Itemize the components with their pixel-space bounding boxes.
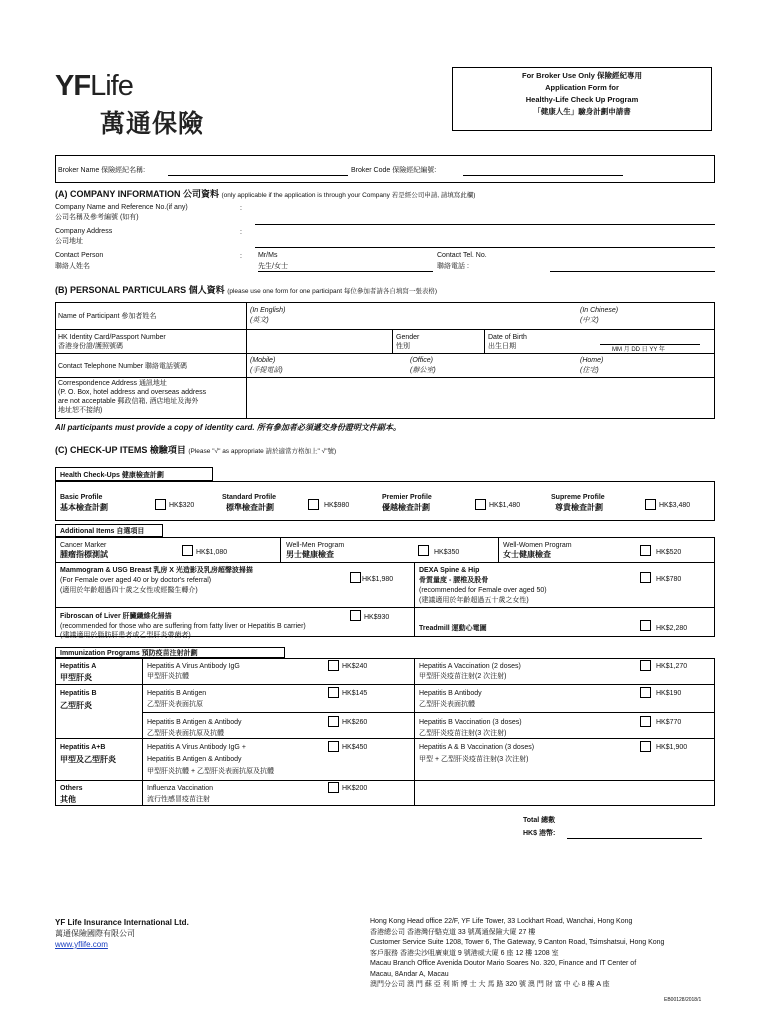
section-a-title: (A) COMPANY INFORMATION 公司資料 (only applicable if the application is through your Company 若是經公司申請, 請填寫此欄) bbox=[55, 189, 476, 199]
hepa-vaccination-price: HK$1,270 bbox=[656, 663, 688, 670]
address-note-3: 地址恕不接納) bbox=[58, 407, 103, 414]
footer-website-link[interactable]: www.yflife.com bbox=[55, 940, 108, 949]
hepa-vaccination-label: Hepatitis A Vaccination (2 doses) bbox=[419, 663, 521, 670]
plan-standard-label-cn: 標準檢查計劃 bbox=[226, 503, 274, 512]
hepatitis-ab-label: Hepatitis A+B bbox=[60, 744, 106, 751]
section-b-title: (B) PERSONAL PARTICULARS 個人資料 (please use one form for one participant 每位參加者請各自填寫一張表格) bbox=[55, 285, 438, 295]
broker-box-line3: Healthy-Life Check Up Program bbox=[525, 95, 639, 104]
hepatitis-ab-label-cn: 甲型及乙型肝炎 bbox=[60, 755, 116, 764]
dexa-note-cn: (建議適用於年齡超過五十歲之女性) bbox=[419, 597, 529, 604]
broker-code-label: Broker Code 保險經紀編號: bbox=[351, 167, 437, 174]
wellmen-price: HK$350 bbox=[434, 549, 460, 556]
row-divider bbox=[55, 738, 715, 739]
broker-use-box bbox=[452, 67, 712, 131]
plan-basic-price: HK$320 bbox=[169, 502, 195, 509]
plan-premier-label-cn: 優越檢查計劃 bbox=[382, 503, 430, 512]
broker-box-line4: 「健康人生」驗身計劃申請書 bbox=[533, 107, 631, 116]
hepa-vaccination-label-cn: 甲型肝炎疫苗注射(2 次注射) bbox=[419, 673, 507, 680]
mrms-label-cn: 先生/女士 bbox=[258, 263, 288, 270]
broker-name-label: Broker Name 保險經紀名稱: bbox=[58, 167, 146, 174]
company-address-label: Company Address bbox=[55, 228, 113, 235]
hkid-label-cn: 香港身份證/護照號碼 bbox=[58, 343, 123, 350]
hepb-antibody-price: HK$190 bbox=[656, 690, 682, 697]
plan-basic-label: Basic Profile bbox=[60, 494, 103, 501]
wellmen-checkbox[interactable] bbox=[418, 545, 429, 556]
plan-supreme-label-cn: 尊貴檢查計劃 bbox=[555, 503, 603, 512]
hepab-vaccination-label: Hepatitis A & B Vaccination (3 doses) bbox=[419, 744, 535, 751]
hepb-vaccination-label-cn: 乙型肝炎疫苗注射(3 次注射) bbox=[419, 730, 507, 737]
mammogram-note-cn: (適用於年齡超過四十歲之女性或經醫生轉介) bbox=[60, 587, 198, 594]
mobile-label: (Mobile) bbox=[250, 357, 276, 364]
address-note-1: (P. O. Box, hotel address and overseas address bbox=[58, 389, 207, 396]
mammogram-checkbox[interactable] bbox=[350, 572, 361, 583]
hepab-test-label-1: Hepatitis A Virus Antibody IgG + bbox=[147, 744, 246, 751]
hepab-test-checkbox[interactable] bbox=[328, 741, 339, 752]
row-divider bbox=[142, 712, 715, 713]
fibroscan-note-en: (recommended for those who are suffering from fatty liver or Hepatitis B carrier) bbox=[60, 623, 306, 630]
footer-customer-service-cn: 客戶服務 香港尖沙咀廣東道 9 號港威大廈 6 座 12 樓 1208 室 bbox=[370, 949, 559, 957]
company-name-label-cn: 公司名稱及參考編號 (如有) bbox=[55, 214, 139, 221]
plan-standard-price: HK$980 bbox=[324, 502, 350, 509]
gender-label-cn: 性別 bbox=[396, 343, 410, 350]
row-divider bbox=[55, 684, 715, 685]
cancer-marker-label-cn: 腫瘤指標測試 bbox=[60, 550, 108, 559]
total-label: Total 總數 bbox=[523, 817, 556, 824]
plan-premier-checkbox[interactable] bbox=[475, 499, 486, 510]
mrms-label: Mr/Ms bbox=[258, 252, 278, 259]
hepb-antigen-price: HK$145 bbox=[342, 690, 368, 697]
fibroscan-title: Fibroscan of Liver 肝臟纖維化掃描 bbox=[60, 613, 172, 620]
cancer-marker-price: HK$1,080 bbox=[196, 549, 228, 556]
company-name-label: Company Name and Reference No.(if any) bbox=[55, 204, 188, 211]
broker-box-line2: Application Form for bbox=[545, 83, 619, 92]
health-checkups-title: Health Check-Ups 健康檢查計劃 bbox=[60, 472, 164, 479]
dexa-price: HK$780 bbox=[656, 576, 682, 583]
colon: : bbox=[240, 229, 242, 236]
fibroscan-price: HK$930 bbox=[364, 614, 390, 621]
hepb-antigen-label-cn: 乙型肝炎表面抗原 bbox=[147, 701, 203, 708]
plan-basic-label-cn: 基本檢查計劃 bbox=[60, 503, 108, 512]
section-c-title: (C) CHECK-UP ITEMS 檢驗項目 (Please "√" as appropriate 請於適當方格加上" √"號) bbox=[55, 445, 337, 455]
others-label-cn: 其他 bbox=[60, 795, 76, 804]
colon: : bbox=[240, 253, 242, 260]
hepatitis-b-label: Hepatitis B bbox=[60, 690, 97, 697]
footer-customer-service: Customer Service Suite 1208, Tower 6, The Gateway, 9 Canton Road, Tsimshatsui, Hong Kong bbox=[370, 939, 665, 946]
footer-hk-office-cn: 香港總公司 香港灣仔駱克道 33 號萬通保險大廈 27 樓 bbox=[370, 928, 536, 936]
contact-person-field[interactable] bbox=[258, 271, 433, 272]
hepab-vaccination-checkbox[interactable] bbox=[640, 741, 651, 752]
company-address-field[interactable] bbox=[255, 247, 715, 248]
office-label: (Office) bbox=[410, 357, 433, 364]
hepa-antibody-label-cn: 甲型肝炎抗體 bbox=[147, 673, 189, 680]
hepb-ag-ab-checkbox[interactable] bbox=[328, 716, 339, 727]
id-notice: All participants must provide a copy of identity card. 所有參加者必須遞交身份證明文件副本。 bbox=[55, 423, 401, 432]
company-address-label-cn: 公司地址 bbox=[55, 238, 83, 245]
mammogram-price: HK$1,980 bbox=[362, 576, 394, 583]
row-divider bbox=[55, 377, 715, 378]
hepb-antigen-label: Hepatitis B Antigen bbox=[147, 690, 207, 697]
dob-label-cn: 出生日期 bbox=[488, 343, 516, 350]
contact-person-label: Contact Person bbox=[55, 252, 104, 259]
footer-addresses bbox=[370, 917, 664, 991]
home-label: (Home) bbox=[580, 357, 604, 364]
plan-supreme-label: Supreme Profile bbox=[551, 494, 605, 501]
in-chinese-label-cn: (中文) bbox=[580, 317, 599, 324]
footer-macau-office-cn: 澳門分公司 澳 門 蘇 亞 利 斯 博 士 大 馬 路 320 號 澳 門 財 富 中 心 8 樓 A 座 bbox=[370, 981, 610, 988]
mammogram-title: Mammogram & USG Breast 乳房 X 光造影及乳房超聲波掃描 bbox=[60, 567, 253, 574]
dob-label: Date of Birth bbox=[488, 334, 527, 341]
wellmen-label: Well-Men Program bbox=[286, 542, 345, 549]
hepa-antibody-label: Hepatitis A Virus Antibody IgG bbox=[147, 663, 240, 670]
hepb-ag-ab-price: HK$260 bbox=[342, 719, 368, 726]
hepb-vaccination-price: HK$770 bbox=[656, 719, 682, 726]
wellmen-label-cn: 男士健康檢查 bbox=[286, 550, 334, 559]
hepatitis-a-label: Hepatitis A bbox=[60, 663, 97, 670]
dexa-title: DEXA Spine & Hip bbox=[419, 567, 480, 574]
gender-label: Gender bbox=[396, 334, 420, 341]
additional-items-title: Additional Items 自選項目 bbox=[60, 528, 145, 535]
broker-box-line1: For Broker Use Only 保險經紀專用 bbox=[521, 71, 643, 80]
address-label: Correspondence Address 通訊地址 bbox=[58, 380, 167, 387]
hepatitis-a-label-cn: 甲型肝炎 bbox=[60, 673, 92, 682]
hepb-antibody-label-cn: 乙型肝炎表面抗體 bbox=[419, 701, 475, 708]
hepb-ag-ab-label: Hepatitis B Antigen & Antibody bbox=[147, 719, 242, 726]
hepa-vaccination-checkbox[interactable] bbox=[640, 660, 651, 671]
footer-macau-office: Macau Branch Office Avenida Doutor Mario Soares No. 320, Finance and IT Center of bbox=[370, 960, 637, 967]
mammogram-note-en: (For Female over aged 40 or by doctor's referral) bbox=[60, 577, 212, 584]
fibroscan-checkbox[interactable] bbox=[350, 610, 361, 621]
row-divider bbox=[55, 607, 715, 608]
dob-format: MM 月 DD 日 YY 年 bbox=[612, 347, 665, 353]
office-label-cn: (辦公室) bbox=[410, 367, 436, 374]
footer-hk-office: Hong Kong Head office 22/F, YF Life Tower, 33 Lockhart Road, Wanchai, Hong Kong bbox=[370, 918, 633, 925]
treadmill-checkbox[interactable] bbox=[640, 620, 651, 631]
plan-standard-label: Standard Profile bbox=[222, 494, 277, 501]
col-divider bbox=[246, 302, 247, 419]
hepab-vaccination-label-cn: 甲型 + 乙型肝炎疫苗注射(3 次注射) bbox=[419, 756, 529, 763]
home-label-cn: (住宅) bbox=[580, 367, 599, 374]
footer-company-en: YF Life Insurance International Ltd. bbox=[55, 918, 189, 927]
hepb-vaccination-label: Hepatitis B Vaccination (3 doses) bbox=[419, 719, 522, 726]
logo-yf: YFLife bbox=[55, 70, 133, 102]
plan-standard-checkbox[interactable] bbox=[308, 499, 319, 510]
total-hkd-label: HK$ 港幣: bbox=[523, 830, 556, 837]
col-divider bbox=[498, 537, 499, 562]
contact-phone-label: Contact Telephone Number 聯絡電話號碼 bbox=[58, 363, 188, 370]
address-note-2: are not acceptable 郵政信箱, 酒店地址及海外 bbox=[58, 398, 199, 405]
in-chinese-label: (In Chinese) bbox=[580, 307, 619, 314]
in-english-label-cn: (英文) bbox=[250, 317, 269, 324]
influenza-checkbox[interactable] bbox=[328, 782, 339, 793]
cancer-marker-label: Cancer Marker bbox=[60, 542, 107, 549]
participant-label: Name of Participant 參加者姓名 bbox=[58, 313, 157, 320]
wellwomen-checkbox[interactable] bbox=[640, 545, 651, 556]
treadmill-price: HK$2,280 bbox=[656, 625, 688, 632]
col-divider bbox=[484, 329, 485, 353]
hepb-antibody-checkbox[interactable] bbox=[640, 687, 651, 698]
col-divider bbox=[142, 658, 143, 806]
broker-code-field[interactable] bbox=[463, 175, 623, 176]
plan-premier-label: Premier Profile bbox=[382, 494, 432, 501]
footer-macau-office-2: Macau, 8Andar A, Macau bbox=[370, 970, 449, 978]
dexa-note-en: (recommended for Female over aged 50) bbox=[419, 587, 547, 594]
treadmill-label: Treadmill 運動心電圖 bbox=[419, 625, 487, 632]
plan-basic-checkbox[interactable] bbox=[155, 499, 166, 510]
row-divider bbox=[55, 780, 715, 781]
plan-supreme-price: HK$3,480 bbox=[659, 502, 691, 509]
colon: : bbox=[240, 205, 242, 212]
footer-company-cn: 萬通保險國際有限公司 bbox=[55, 929, 135, 938]
contact-tel-label: Contact Tel. No. bbox=[437, 252, 487, 259]
company-name-field[interactable] bbox=[255, 224, 715, 225]
logo-chinese: 萬通保險 bbox=[100, 110, 205, 138]
row-divider bbox=[55, 562, 715, 563]
hepb-vaccination-checkbox[interactable] bbox=[640, 716, 651, 727]
hepa-antibody-checkbox[interactable] bbox=[328, 660, 339, 671]
hepb-antigen-checkbox[interactable] bbox=[328, 687, 339, 698]
footer-company bbox=[55, 917, 189, 950]
contact-tel-label-cn: 聯絡電話 : bbox=[437, 263, 469, 270]
broker-name-field[interactable] bbox=[168, 175, 348, 176]
hepab-test-price: HK$450 bbox=[342, 744, 368, 751]
wellwomen-price: HK$520 bbox=[656, 549, 682, 556]
dexa-checkbox[interactable] bbox=[640, 572, 651, 583]
fibroscan-note-cn: (建議適用於脂肪肝患者或乙型肝炎帶菌者) bbox=[60, 632, 191, 639]
cancer-marker-checkbox[interactable] bbox=[182, 545, 193, 556]
hepb-ag-ab-label-cn: 乙型肝炎表面抗原及抗體 bbox=[147, 730, 224, 737]
plan-premier-price: HK$1,480 bbox=[489, 502, 521, 509]
col-divider bbox=[414, 562, 415, 637]
hepab-test-label-2: Hepatitis B Antigen & Antibody bbox=[147, 756, 242, 763]
hepatitis-b-label-cn: 乙型肝炎 bbox=[60, 701, 92, 710]
total-field[interactable] bbox=[567, 838, 702, 839]
col-divider bbox=[414, 658, 415, 806]
plan-supreme-checkbox[interactable] bbox=[645, 499, 656, 510]
dexa-title-cn: 骨質量度 - 腰椎及股骨 bbox=[419, 577, 489, 584]
influenza-price: HK$200 bbox=[342, 785, 368, 792]
row-divider bbox=[55, 329, 715, 330]
mobile-label-cn: (手提電話) bbox=[250, 367, 283, 374]
col-divider bbox=[280, 537, 281, 562]
wellwomen-label-cn: 女士健康檢查 bbox=[503, 550, 551, 559]
influenza-label-cn: 流行性感冒疫苗注射 bbox=[147, 796, 210, 803]
in-english-label: (In English) bbox=[250, 307, 286, 314]
immunization-title: Immunization Programs 預防疫苗注射計劃 bbox=[60, 650, 198, 657]
contact-person-label-cn: 聯絡人姓名 bbox=[55, 263, 90, 270]
wellwomen-label: Well-Women Program bbox=[503, 542, 572, 549]
hepb-antibody-label: Hepatitis B Antibody bbox=[419, 690, 482, 697]
hepab-vaccination-price: HK$1,900 bbox=[656, 744, 688, 751]
hepab-test-label-cn: 甲型肝炎抗體 + 乙型肝炎表面抗原及抗體 bbox=[147, 768, 274, 775]
contact-tel-field[interactable] bbox=[550, 271, 715, 272]
hkid-label: HK Identity Card/Passport Number bbox=[58, 334, 166, 341]
influenza-label: Influenza Vaccination bbox=[147, 785, 214, 792]
col-divider bbox=[392, 329, 393, 353]
others-label: Others bbox=[60, 785, 83, 792]
dob-field[interactable] bbox=[600, 344, 700, 345]
hepa-antibody-price: HK$240 bbox=[342, 663, 368, 670]
form-code: EB00128/2018/1 bbox=[664, 997, 702, 1003]
